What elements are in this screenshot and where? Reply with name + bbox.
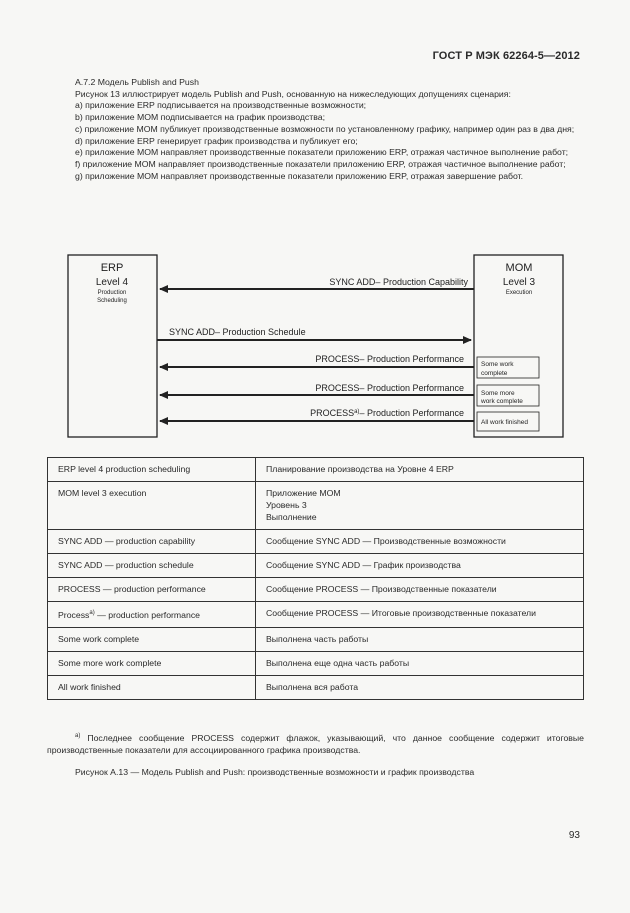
table-row	[48, 627, 584, 651]
footnote	[47, 730, 584, 756]
legend-ru	[256, 482, 584, 530]
paragraph: Рисунок 13 иллюстрирует модель Publish and Push, основанную на нижеследующих допущениях сценария:	[75, 88, 511, 99]
erp-level: Level 4	[95, 277, 129, 288]
msg-performance-2: PROCESS– Production Performance	[315, 383, 464, 393]
mom-level: Level 3	[502, 277, 536, 288]
table-row	[48, 578, 584, 602]
legend-en: Some work complete	[48, 627, 256, 651]
paragraph: f) приложение MOM направляет производственные показатели приложению ERP, отражая частичное выполнение работ;	[75, 158, 566, 169]
msg-capability: SYNC ADD– Production Capability	[329, 277, 468, 287]
erp-title: ERP	[100, 262, 124, 274]
legend-ru: Сообщение PROCESS — Итоговые производственные показатели	[256, 602, 584, 628]
msg-performance-1: PROCESS– Production Performance	[315, 354, 464, 364]
standard-header: ГОСТ Р МЭК 62264-5—2012	[432, 50, 580, 62]
note-some-more-line1: Some more	[481, 390, 515, 397]
msg-schedule: SYNC ADD– Production Schedule	[169, 327, 306, 337]
figure-caption: Рисунок А.13 — Модель Publish and Push: производственные возможности и график производства	[75, 767, 475, 777]
mom-title: MOM	[505, 262, 533, 274]
legend-en: SYNC ADD — production capability	[48, 530, 256, 554]
table-row	[48, 675, 584, 699]
table-row	[48, 530, 584, 554]
paragraph: a) приложение ERP подписывается на производственные возможности;	[75, 100, 367, 111]
legend-en: Some more work complete	[48, 651, 256, 675]
footnote-marker: a)	[75, 733, 81, 739]
erp-sub1: Production	[97, 290, 127, 296]
legend-ru: Сообщение SYNC ADD — График производства	[256, 554, 584, 578]
table-row	[48, 602, 584, 628]
paragraph: b) приложение MOM подписывается на график производства;	[75, 112, 326, 123]
legend-ru: Сообщение PROCESS — Производственные показатели	[256, 578, 584, 602]
legend-en: MOM level 3 execution	[48, 482, 256, 530]
msg-performance-final: PROCESS$^{a)}$– Production Performance	[310, 408, 464, 418]
mom-sub: Execution	[505, 290, 533, 296]
legend-en: ERP level 4 production scheduling	[48, 458, 256, 482]
legend-en: Process$^{a)}$ — production performance	[48, 602, 256, 628]
paragraph: e) приложение MOM направляет производственные показатели приложению ERP, отражая частичное выполнение работ;	[75, 147, 569, 158]
footnote-text: Последнее сообщение PROCESS содержит флажок, указывающий, что данное сообщение содержит итоговые производственные показатели для ассоциированного графика производства.	[47, 732, 584, 755]
legend-en: PROCESS — production performance	[48, 578, 256, 602]
paragraph: d) приложение ERP генерирует график производства и публикует его;	[75, 135, 358, 146]
legend-ru-line: Выполнение	[266, 512, 317, 522]
legend-ru-line: Уровень 3	[266, 500, 307, 510]
note-some-work-line1: Some work	[481, 361, 514, 368]
sequence-diagram	[0, 0, 630, 450]
legend-ru-line: Приложение MOM	[266, 488, 341, 498]
table-row	[48, 458, 584, 482]
legend-ru: Выполнена еще одна часть работы	[256, 651, 584, 675]
paragraph: g) приложение MOM направляет производственные показатели приложению ERP, отражая завершение работ.	[75, 170, 524, 181]
legend-ru: Планирование производства на Уровне 4 ERP	[256, 458, 584, 482]
paragraph: c) приложение MOM публикует производственные возможности по установленному графику, например один раз в два дня;	[75, 123, 575, 134]
section-title: A.7.2 Модель Publish and Push	[75, 77, 199, 87]
table-row	[48, 651, 584, 675]
table-row	[48, 554, 584, 578]
legend-ru: Сообщение SYNC ADD — Производственные возможности	[256, 530, 584, 554]
erp-sub2: Scheduling	[97, 298, 127, 304]
note-some-work-line2: complete	[481, 370, 508, 377]
legend-table	[47, 457, 584, 700]
note-all-work-text: All work finished	[481, 419, 528, 426]
legend-ru: Выполнена вся работа	[256, 675, 584, 699]
legend-en: All work finished	[48, 675, 256, 699]
legend-en: SYNC ADD — production schedule	[48, 554, 256, 578]
legend-ru: Выполнена часть работы	[256, 627, 584, 651]
table-row	[48, 482, 584, 530]
note-some-more-line2: work complete	[481, 398, 523, 405]
page-number: 93	[568, 830, 580, 841]
